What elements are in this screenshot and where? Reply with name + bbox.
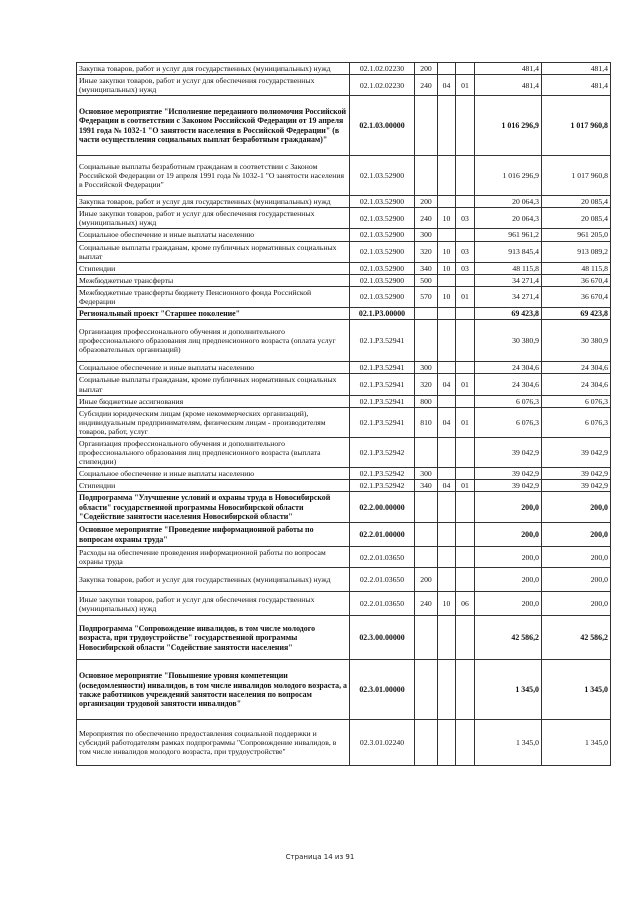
row-csr-code-cell: 02.1.02.02230 [350, 75, 415, 96]
row-csr-code-cell: 02.1.02.02230 [350, 63, 415, 75]
row-subsection-cell [456, 547, 475, 568]
row-amount-year2-cell: 1 345,0 [542, 720, 611, 766]
row-subsection-cell [456, 568, 475, 592]
row-amount-year2-cell: 913 089,2 [542, 241, 611, 262]
row-section-cell: 10 [438, 208, 456, 229]
row-subsection-cell: 01 [456, 75, 475, 96]
row-name-cell: Закупка товаров, работ и услуг для государственных (муниципальных) нужд [77, 568, 350, 592]
row-expense-type-cell: 570 [415, 286, 438, 307]
row-amount-year2-cell: 200,0 [542, 492, 611, 523]
table-row [77, 75, 611, 96]
row-amount-year2-cell: 24 304,6 [542, 374, 611, 395]
row-expense-type-cell: 300 [415, 362, 438, 374]
row-expense-type-cell: 320 [415, 374, 438, 395]
row-expense-type-cell: 240 [415, 592, 438, 616]
row-section-cell [438, 395, 456, 407]
row-section-cell [438, 616, 456, 660]
row-name-cell: Иные закупки товаров, работ и услуг для обеспечения государственных (муниципальных) нужд [77, 75, 350, 96]
row-name-cell: Межбюджетные трансферты [77, 274, 350, 286]
row-name-cell: Организация профессионального обучения и дополнительного профессионального образования лиц предпенсионного возраста (выплата стипендии) [77, 437, 350, 467]
row-csr-code-cell: 02.3.01.02240 [350, 720, 415, 766]
budget-table [76, 62, 611, 766]
row-csr-code-cell: 02.2.01.03650 [350, 592, 415, 616]
row-section-cell [438, 362, 456, 374]
row-section-cell [438, 274, 456, 286]
row-name-cell: Иные закупки товаров, работ и услуг для обеспечения государственных (муниципальных) нужд [77, 208, 350, 229]
row-section-cell [438, 96, 456, 156]
row-amount-year1-cell: 39 042,9 [475, 480, 542, 492]
row-csr-code-cell: 02.2.01.00000 [350, 523, 415, 547]
row-subsection-cell [456, 274, 475, 286]
row-name-cell: Основное мероприятие "Повышение уровня компетенции (осведомленности) инвалидов, в том числе инвалидов молодого возраста, а также работников учреждений занятости населения по вопросам организации трудовой занятости инвалидов" [77, 660, 350, 720]
row-expense-type-cell [415, 308, 438, 320]
row-expense-type-cell [415, 492, 438, 523]
row-section-cell [438, 492, 456, 523]
table-row [77, 262, 611, 274]
row-section-cell: 10 [438, 286, 456, 307]
table-row [77, 468, 611, 480]
row-section-cell [438, 468, 456, 480]
row-expense-type-cell: 200 [415, 568, 438, 592]
row-section-cell [438, 547, 456, 568]
row-section-cell [438, 156, 456, 196]
row-expense-type-cell: 200 [415, 196, 438, 208]
row-amount-year1-cell: 200,0 [475, 568, 542, 592]
row-subsection-cell: 03 [456, 262, 475, 274]
row-expense-type-cell: 300 [415, 229, 438, 241]
row-name-cell: Основное мероприятие "Проведение информационной работы по вопросам охраны труда" [77, 523, 350, 547]
row-amount-year2-cell: 200,0 [542, 568, 611, 592]
table-body [77, 63, 611, 766]
row-section-cell [438, 660, 456, 720]
row-csr-code-cell: 02.1.03.52900 [350, 208, 415, 229]
row-amount-year1-cell: 1 016 296,9 [475, 156, 542, 196]
row-amount-year2-cell: 6 076,3 [542, 407, 611, 437]
row-expense-type-cell: 240 [415, 208, 438, 229]
row-section-cell [438, 320, 456, 362]
table-row [77, 229, 611, 241]
row-subsection-cell [456, 720, 475, 766]
row-amount-year1-cell: 34 271,4 [475, 286, 542, 307]
row-csr-code-cell: 02.1.P3.52941 [350, 374, 415, 395]
row-section-cell: 04 [438, 374, 456, 395]
row-subsection-cell: 03 [456, 241, 475, 262]
table-row [77, 407, 611, 437]
row-csr-code-cell: 02.1.P3.52941 [350, 320, 415, 362]
row-amount-year2-cell: 24 304,6 [542, 362, 611, 374]
row-amount-year1-cell: 6 076,3 [475, 407, 542, 437]
table-row [77, 592, 611, 616]
row-section-cell [438, 523, 456, 547]
table-row [77, 274, 611, 286]
table-row [77, 547, 611, 568]
table-row [77, 480, 611, 492]
row-amount-year2-cell: 39 042,9 [542, 480, 611, 492]
row-csr-code-cell: 02.3.00.00000 [350, 616, 415, 660]
row-amount-year2-cell: 200,0 [542, 547, 611, 568]
row-csr-code-cell: 02.1.03.52900 [350, 196, 415, 208]
row-csr-code-cell: 02.1.P3.00000 [350, 308, 415, 320]
row-name-cell: Закупка товаров, работ и услуг для государственных (муниципальных) нужд [77, 196, 350, 208]
row-amount-year2-cell: 36 670,4 [542, 274, 611, 286]
row-subsection-cell: 03 [456, 208, 475, 229]
row-name-cell: Социальные выплаты гражданам, кроме публичных нормативных социальных выплат [77, 241, 350, 262]
table-row [77, 320, 611, 362]
row-amount-year2-cell: 200,0 [542, 523, 611, 547]
row-subsection-cell [456, 96, 475, 156]
row-subsection-cell [456, 468, 475, 480]
row-amount-year1-cell: 913 845,4 [475, 241, 542, 262]
row-section-cell [438, 229, 456, 241]
row-csr-code-cell: 02.1.P3.52942 [350, 468, 415, 480]
row-amount-year2-cell: 48 115,8 [542, 262, 611, 274]
row-subsection-cell [456, 308, 475, 320]
row-amount-year2-cell: 961 205,0 [542, 229, 611, 241]
row-amount-year2-cell: 1 017 960,8 [542, 156, 611, 196]
row-csr-code-cell: 02.1.03.52900 [350, 156, 415, 196]
row-name-cell: Иные бюджетные ассигнования [77, 395, 350, 407]
row-csr-code-cell: 02.2.01.03650 [350, 568, 415, 592]
table-row [77, 308, 611, 320]
row-subsection-cell [456, 320, 475, 362]
row-section-cell [438, 63, 456, 75]
row-name-cell: Закупка товаров, работ и услуг для государственных (муниципальных) нужд [77, 63, 350, 75]
row-amount-year2-cell: 42 586,2 [542, 616, 611, 660]
table-row [77, 616, 611, 660]
row-name-cell: Основное мероприятие "Исполнение переданного полномочия Российской Федерации в соответствии с Законом Российской Федерации от 19 апреля 1991 года № 1032-1 "О занятости населения в Российской Федерации" (в части осуществления социальных выплат безработным гражданам)" [77, 96, 350, 156]
row-amount-year1-cell: 30 380,9 [475, 320, 542, 362]
row-expense-type-cell [415, 320, 438, 362]
row-name-cell: Подпрограмма "Сопровождение инвалидов, в том числе молодого возраста, при трудоустройстве" государственной программы Новосибирской области "Содействие занятости населения" [77, 616, 350, 660]
row-subsection-cell [456, 196, 475, 208]
row-expense-type-cell: 500 [415, 274, 438, 286]
row-amount-year1-cell: 1 016 296,9 [475, 96, 542, 156]
row-amount-year1-cell: 200,0 [475, 523, 542, 547]
row-csr-code-cell: 02.1.P3.52941 [350, 362, 415, 374]
row-subsection-cell: 01 [456, 480, 475, 492]
row-name-cell: Социальные выплаты гражданам, кроме публичных нормативных социальных выплат [77, 374, 350, 395]
table-row [77, 208, 611, 229]
row-amount-year1-cell: 6 076,3 [475, 395, 542, 407]
row-amount-year2-cell: 20 085,4 [542, 196, 611, 208]
row-csr-code-cell: 02.2.00.00000 [350, 492, 415, 523]
row-amount-year2-cell: 481,4 [542, 63, 611, 75]
table-row [77, 196, 611, 208]
row-name-cell: Социальные выплаты безработным гражданам в соответствии с Законом Российской Федерации от 19 апреля 1991 года № 1032-1 "О занятости населения в Российской Федерации" [77, 156, 350, 196]
row-amount-year1-cell: 24 304,6 [475, 374, 542, 395]
row-amount-year2-cell: 39 042,9 [542, 468, 611, 480]
row-section-cell [438, 308, 456, 320]
row-amount-year1-cell: 39 042,9 [475, 468, 542, 480]
row-section-cell: 10 [438, 592, 456, 616]
row-expense-type-cell: 240 [415, 75, 438, 96]
row-expense-type-cell: 320 [415, 241, 438, 262]
row-section-cell [438, 196, 456, 208]
row-subsection-cell [456, 156, 475, 196]
row-csr-code-cell: 02.1.03.52900 [350, 229, 415, 241]
row-amount-year1-cell: 1 345,0 [475, 720, 542, 766]
row-subsection-cell [456, 63, 475, 75]
row-amount-year1-cell: 24 304,6 [475, 362, 542, 374]
table-row [77, 362, 611, 374]
row-csr-code-cell: 02.1.P3.52941 [350, 395, 415, 407]
table-row [77, 437, 611, 467]
row-section-cell: 10 [438, 262, 456, 274]
row-amount-year2-cell: 481,4 [542, 75, 611, 96]
row-csr-code-cell: 02.1.03.52900 [350, 274, 415, 286]
row-amount-year1-cell: 481,4 [475, 63, 542, 75]
row-csr-code-cell: 02.2.01.03650 [350, 547, 415, 568]
row-subsection-cell: 06 [456, 592, 475, 616]
row-subsection-cell [456, 437, 475, 467]
row-amount-year1-cell: 961 961,2 [475, 229, 542, 241]
row-amount-year2-cell: 1 017 960,8 [542, 96, 611, 156]
row-amount-year2-cell: 1 345,0 [542, 660, 611, 720]
row-name-cell: Подпрограмма "Улучшение условий и охраны труда в Новосибирской области" государственной программы Новосибирской области "Содействие занятости населения Новосибирской области" [77, 492, 350, 523]
table-row [77, 523, 611, 547]
row-subsection-cell [456, 362, 475, 374]
row-name-cell: Межбюджетные трансферты бюджету Пенсионного фонда Российской Федерации [77, 286, 350, 307]
row-csr-code-cell: 02.1.P3.52942 [350, 437, 415, 467]
row-amount-year2-cell: 20 085,4 [542, 208, 611, 229]
row-amount-year1-cell: 69 423,8 [475, 308, 542, 320]
row-name-cell: Организация профессионального обучения и дополнительного профессионального образования лиц предпенсионного возраста (оплата услуг образовательных организаций) [77, 320, 350, 362]
row-section-cell: 10 [438, 241, 456, 262]
table-row [77, 660, 611, 720]
row-csr-code-cell: 02.1.03.52900 [350, 262, 415, 274]
row-subsection-cell [456, 616, 475, 660]
row-amount-year1-cell: 200,0 [475, 592, 542, 616]
row-name-cell: Региональный проект "Старшее поколение" [77, 308, 350, 320]
row-expense-type-cell [415, 660, 438, 720]
table-row [77, 63, 611, 75]
row-subsection-cell: 01 [456, 286, 475, 307]
row-csr-code-cell: 02.3.01.00000 [350, 660, 415, 720]
row-expense-type-cell [415, 720, 438, 766]
row-section-cell [438, 568, 456, 592]
row-amount-year1-cell: 1 345,0 [475, 660, 542, 720]
page-footer: Страница 14 из 91 [285, 853, 355, 861]
row-subsection-cell [456, 395, 475, 407]
table-row [77, 395, 611, 407]
table-row [77, 96, 611, 156]
row-amount-year2-cell: 39 042,9 [542, 437, 611, 467]
row-csr-code-cell: 02.1.03.00000 [350, 96, 415, 156]
row-expense-type-cell: 810 [415, 407, 438, 437]
row-name-cell: Субсидии юридическим лицам (кроме некоммерческих организаций), индивидуальным предпринимателям, физическим лицам - производителям товаров, работ, услуг [77, 407, 350, 437]
row-subsection-cell: 01 [456, 374, 475, 395]
row-expense-type-cell: 300 [415, 468, 438, 480]
row-csr-code-cell: 02.1.03.52900 [350, 286, 415, 307]
table-row [77, 374, 611, 395]
row-name-cell: Иные закупки товаров, работ и услуг для обеспечения государственных (муниципальных) нужд [77, 592, 350, 616]
row-expense-type-cell [415, 96, 438, 156]
table-row [77, 241, 611, 262]
row-name-cell: Мероприятия по обеспечению предоставления социальной поддержки и субсидий работодателям рамках подпрограммы "Сопровождение инвалидов, в том числе инвалидов молодого возраста, при трудоустройстве" [77, 720, 350, 766]
row-amount-year1-cell: 34 271,4 [475, 274, 542, 286]
table-row [77, 720, 611, 766]
row-name-cell: Стипендии [77, 262, 350, 274]
row-amount-year1-cell: 42 586,2 [475, 616, 542, 660]
row-expense-type-cell [415, 437, 438, 467]
row-name-cell: Социальное обеспечение и иные выплаты населению [77, 362, 350, 374]
table-row [77, 286, 611, 307]
row-expense-type-cell [415, 523, 438, 547]
table-row [77, 568, 611, 592]
row-amount-year2-cell: 69 423,8 [542, 308, 611, 320]
row-name-cell: Социальное обеспечение и иные выплаты населению [77, 229, 350, 241]
row-subsection-cell [456, 492, 475, 523]
row-amount-year1-cell: 200,0 [475, 492, 542, 523]
row-amount-year1-cell: 20 064,3 [475, 208, 542, 229]
row-name-cell: Расходы на обеспечение проведения информационной работы по вопросам охраны труда [77, 547, 350, 568]
row-section-cell [438, 437, 456, 467]
row-amount-year1-cell: 39 042,9 [475, 437, 542, 467]
row-amount-year2-cell: 36 670,4 [542, 286, 611, 307]
row-expense-type-cell [415, 616, 438, 660]
row-expense-type-cell [415, 156, 438, 196]
row-amount-year1-cell: 48 115,8 [475, 262, 542, 274]
row-amount-year1-cell: 200,0 [475, 547, 542, 568]
row-expense-type-cell: 340 [415, 262, 438, 274]
row-expense-type-cell: 200 [415, 63, 438, 75]
row-csr-code-cell: 02.1.03.52900 [350, 241, 415, 262]
row-amount-year1-cell: 20 064,3 [475, 196, 542, 208]
row-name-cell: Стипендии [77, 480, 350, 492]
row-amount-year2-cell: 200,0 [542, 592, 611, 616]
row-csr-code-cell: 02.1.P3.52941 [350, 407, 415, 437]
row-section-cell [438, 720, 456, 766]
row-subsection-cell: 01 [456, 407, 475, 437]
row-subsection-cell [456, 229, 475, 241]
row-subsection-cell [456, 523, 475, 547]
row-section-cell: 04 [438, 480, 456, 492]
table-row [77, 156, 611, 196]
row-expense-type-cell [415, 547, 438, 568]
row-section-cell: 04 [438, 75, 456, 96]
row-expense-type-cell: 800 [415, 395, 438, 407]
row-amount-year2-cell: 6 076,3 [542, 395, 611, 407]
row-amount-year2-cell: 30 380,9 [542, 320, 611, 362]
row-csr-code-cell: 02.1.P3.52942 [350, 480, 415, 492]
row-amount-year1-cell: 481,4 [475, 75, 542, 96]
row-expense-type-cell: 340 [415, 480, 438, 492]
table-row [77, 492, 611, 523]
row-section-cell: 04 [438, 407, 456, 437]
row-name-cell: Социальное обеспечение и иные выплаты населению [77, 468, 350, 480]
row-subsection-cell [456, 660, 475, 720]
